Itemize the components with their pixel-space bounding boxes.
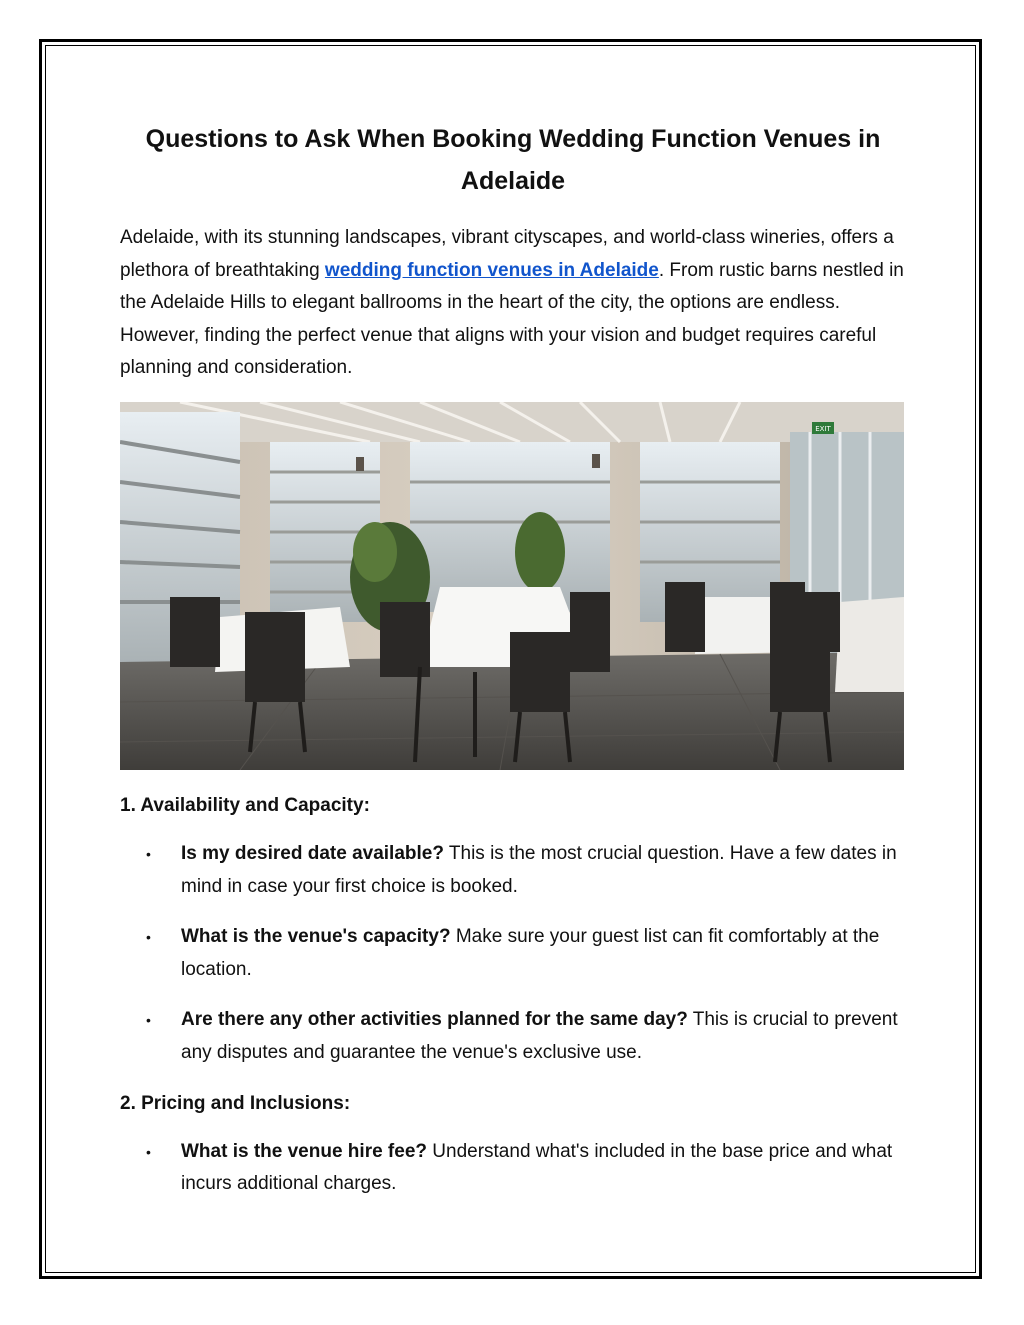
answer-text: This is crucial to prevent any disputes and guarantee the venue's exclusive use. bbox=[181, 1009, 898, 1063]
answer-text: Make sure your guest list can fit comfortably at the location. bbox=[181, 926, 880, 980]
pricing-question-list bbox=[120, 1136, 906, 1201]
intro-paragraph bbox=[120, 222, 906, 385]
list-item bbox=[120, 921, 906, 986]
bullet-icon: • bbox=[146, 1012, 151, 1029]
venues-link[interactable]: wedding function venues in Adelaide bbox=[324, 259, 659, 281]
list-item bbox=[120, 838, 906, 903]
bullet-icon: • bbox=[146, 1143, 151, 1160]
bullet-icon: • bbox=[146, 846, 151, 862]
questions-section bbox=[120, 790, 906, 1219]
question-text: What is the venue hire fee? bbox=[181, 1140, 427, 1162]
document-body bbox=[120, 118, 906, 385]
question-text: Are there any other activities planned for the same day? bbox=[181, 1009, 688, 1031]
section-heading-availability: 1. Availability and Capacity: bbox=[120, 795, 370, 816]
intro-text-end: . From rustic barns nestled in the Adelaide Hills to elegant ballrooms in the heart of the city, the options are endless. However, finding the perfect venue that aligns with your vision and budget requires careful planning and consideration. bbox=[120, 259, 904, 379]
list-item bbox=[120, 1136, 906, 1201]
list-item bbox=[120, 1004, 906, 1069]
section-heading-pricing: 2. Pricing and Inclusions: bbox=[120, 1092, 351, 1114]
question-text: What is the venue's capacity? bbox=[181, 926, 451, 948]
availability-question-list bbox=[120, 838, 906, 1070]
answer-text: This is the most crucial question. Have a few dates in mind in case your first choice is booked. bbox=[181, 843, 897, 897]
exit-sign-text: EXIT bbox=[815, 425, 831, 433]
bullet-icon: • bbox=[146, 929, 151, 946]
venue-photo bbox=[120, 402, 904, 770]
intro-text-start: Adelaide, with its stunning landscapes, vibrant cityscapes, and world-class wineries, offers a plethora of breathtaking bbox=[120, 227, 894, 281]
question-text: Is my desired date available? bbox=[181, 843, 444, 864]
document-title: Questions to Ask When Booking Wedding Function Venues in Adelaide bbox=[145, 125, 881, 195]
answer-text: Understand what's included in the base price and what incurs additional charges. bbox=[181, 1140, 893, 1195]
